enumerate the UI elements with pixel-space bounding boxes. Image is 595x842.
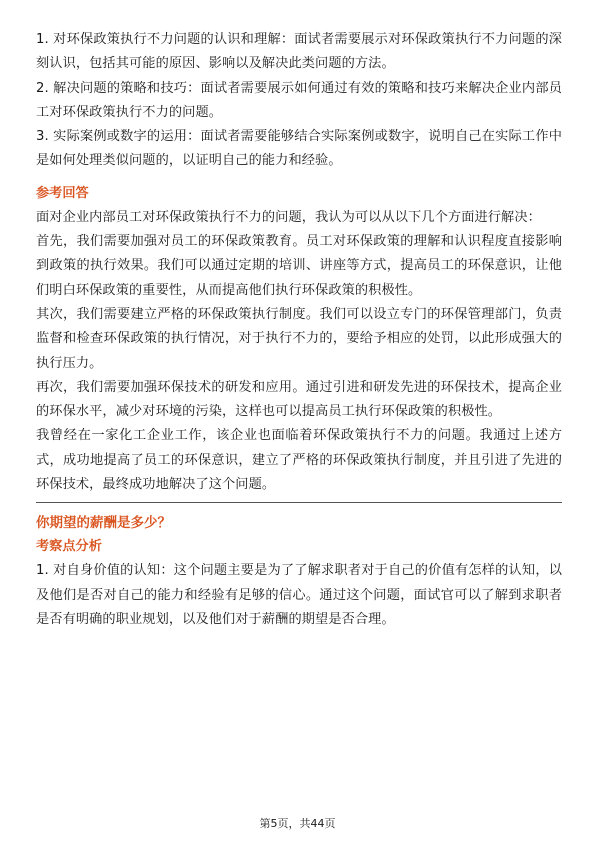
page-number: 第5页，共44页 — [259, 817, 336, 830]
analysis-item-2: 2. 解决问题的策略和技巧：面试者需要展示如何通过有效的策略和技巧来解决企业内部员工对环保政策执行不力的问题。 — [36, 80, 562, 120]
question-analysis-item-1: 1. 对自身价值的认知：这个问题主要是为了了解求职者对于自己的价值有怎样的认知，以及他们是否对自己的能力和经验有足够的信心。通过这个问题，面试官可以了解到求职者是否有明确的职业规划，以及他们对于薪酬的期望是否合理。 — [36, 563, 562, 627]
answer-paragraph-4: 我曾经在一家化工企业工作，该企业也面临着环保政策执行不力的问题。我通过上述方式，成功地提高了员工的环保意识，建立了严格的环保政策执行制度，并且引进了先进的环保技术，最终成功地解决了这个问题。 — [36, 428, 562, 493]
section-divider — [36, 502, 562, 503]
analysis-item-3: 3. 实际案例或数字的运用：面试者需要能够结合实际案例或数字，说明自己在实际工作中是如何处理类似问题的，以证明自己的能力和经验。 — [36, 129, 562, 169]
reference-answer-heading: 参考回答 — [36, 185, 89, 201]
question-title: 你期望的薪酬是多少？ — [36, 515, 171, 532]
answer-paragraph-3: 再次，我们需要加强环保技术的研发和应用。通过引进和研发先进的环保技术，提高企业的环保水平，减少对环境的污染，这样也可以提高员工执行环保政策的积极性。 — [36, 379, 562, 420]
answer-intro: 面对企业内部员工对环保政策执行不力的问题，我认为可以从以下几个方面进行解决： — [36, 209, 541, 225]
answer-paragraph-1: 首先，我们需要加强对员工的环保政策教育。员工对环保政策的理解和认识程度直接影响到政策的执行效果。我们可以通过定期的培训、讲座等方式，提高员工的环保意识，让他们明白环保政策的重要性，从而提高他们执行环保政策的积极性。 — [36, 234, 562, 298]
analysis-item-1: 1. 对环保政策执行不力问题的认识和理解：面试者需要展示对环保政策执行不力问题的深刻认识，包括其可能的原因、影响以及解决此类问题的方法。 — [36, 32, 562, 72]
document-page — [36, 28, 562, 632]
analysis-heading: 考察点分析 — [36, 539, 102, 555]
answer-paragraph-2: 其次，我们需要建立严格的环保政策执行制度。我们可以设立专门的环保管理部门，负责监督和检查环保政策的执行情况，对于执行不力的，要给予相应的处罚，以此形成强大的执行压力。 — [36, 306, 562, 371]
